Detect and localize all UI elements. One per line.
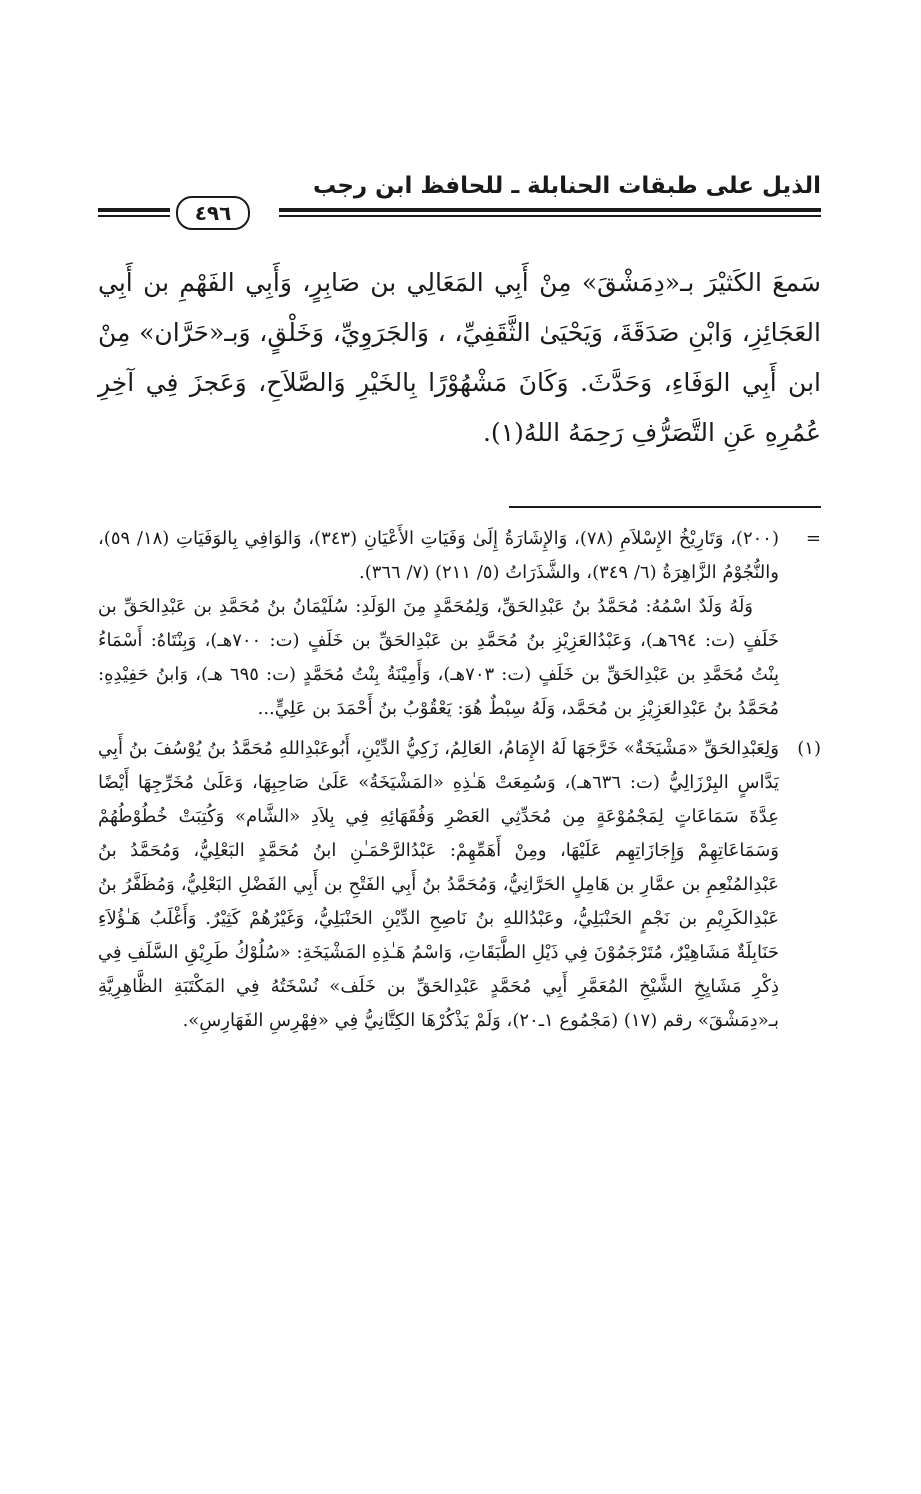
page-number: ٤٩٦ xyxy=(176,196,250,230)
running-header-title: الذيل على طبقات الحنابلة ـ للحافظ ابن رجب xyxy=(312,173,821,199)
footnote-continued xyxy=(98,522,821,726)
footnotes xyxy=(98,522,821,1038)
header-rule-thick-left xyxy=(98,208,170,212)
running-header xyxy=(98,170,821,240)
header-rule-thick-right xyxy=(279,208,821,212)
footnote-paragraph: وَلَهُ وَلَدٌ اسْمُهُ: مُحَمَّدُ بنُ عَبْدِالحَقِّ، وَلِمُحَمَّدٍ مِنَ الوَلَدِ: سُلَيْمَانُ بنُ مُحَمَّدِ بن عَبْدِالحَقِّ بن خَلَفٍ (ت: ٦٩٤هـ)، وَعَبْدُالعَزِيْزِ بنُ مُحَمَّدِ بن عَبْدِالحَقِّ بن خَلَفٍ (ت: ٧٠٠هـ)، وَبِنْتَاهُ: أَسْمَاءُ بِنْتُ مُحَمَّدِ بن عَبْدِالحَقِّ بن خَلَفٍ (ت: ٧٠٣هـ)، وَأَمِيْنَةُ بِنْتُ مُحَمَّدٍ (ت: ٦٩٥ هـ)، وَابنُ حَفِيْدِهِ: مُحَمَّدُ بنُ عَبْدِالعَزِيْزِ بن مُحَمَّد، وَلَهُ سِبْطٌ هُوَ: يَعْقُوْبُ بنُ أَحْمَدَ بن عَلِيٍّ... xyxy=(98,596,780,719)
footnote-separator xyxy=(509,506,821,508)
footnote-paragraph: وَلِعَبْدِالحَقِّ «مَشْيَخَةٌ» خَرَّجَهَا لَهُ الإِمَامُ، العَالِمُ، زَكِيُّ الدِّيْنِ، أَبُوعَبْدِاللهِ مُحَمَّدُ بنُ يُوْسُفَ بنُ أَبِي يَدَّاسٍ البِرْزَالِيُّ (ت: ٦٣٦هـ)، وَسُمِعَتْ هَـٰذِهِ «المَشْيَخَةُ» عَلَىٰ صَاحِبِهَا، وَعَلَىٰ مُخَرِّجِهَا أَيْضًا عِدَّةَ سَمَاعَاتٍ لِمَجْمُوْعَةٍ مِن مُحَدِّثِي العَصْرِ وَفُقَهَائِهِ فِي بِلاَدِ «الشَّام» وَكُتِبَتْ خُطُوْطُهُمْ وَسَمَاعَاتِهِمْ وَإِجَازَاتِهِم عَلَيْهَا، ومِنْ أَهَمِّهِمْ: عَبْدُالرَّحْمَـٰنِ ابنُ مُحَمَّدٍ البَعْلِيُّ، وَمُحَمَّدُ بنُ عَبْدِالمُنْعِمِ بن عمَّارِ بن هَامِلٍ الحَرَّانِيُّ، وَمُحَمَّدُ بنُ أَبِي الفَتْحِ بن أَبِي الفَضْلِ البَعْلِيُّ، وَمُظَفَّرُ بنُ عَبْدِالكَرِيْمِ بن نَجْمٍ الحَنْبَلِيُّ، وعَبْدُاللهِ بنُ نَاصِحِ الدِّيْنِ الحَنْبَلِيُّ، وَغَيْرُهُمْ كَثِيْرٌ. وَأَغْلَبُ هَـٰؤُلاَءِ حَنَابِلَةٌ مَشَاهِيْرٌ، مُتَرْجَمُوْنَ فِي ذَيْلِ الطَّبَقَاتِ، وَاسْمُ هَـٰذِهِ المَشْيَخَةِ: «سُلُوْكُ طَرِيْقِ السَّلَفِ فِي ذِكْرِ مَشَايِخِ الشَّيْخِ المُعَمَّرِ أَبِي مُحَمَّدٍ عَبْدِالحَقِّ بن خَلَف» نُسْخَتُهُ فِي المَكْتَبَةِ الظَّاهِرِيَّةِ بـ«دِمَشْقَ» رقم (١٧) (مَجْمُوع ١ـ٢٠)، وَلَمْ يَذْكُرْهَا الكِتَّانِيُّ فِي «فِهْرِسِ الفَهَارِسِ». xyxy=(98,738,779,1031)
footnote-1 xyxy=(98,732,821,1038)
footnote-marker: (١) xyxy=(797,738,821,759)
footnote-paragraph: (٢٠٠)، وَتَارِيْخُ الإِسْلاَمِ (٧٨)، وَالإِشَارَةُ إِلَىٰ وَفَيَاتِ الأَعْيَانِ (٣٤٣)، وَالوَافِي بِالوَفَيَاتِ (١٨/ ٥٩)، والنُّجُوْمُ الزَّاهِرَةُ (٦/ ٣٤٩)، والشَّذَرَاتُ (٥/ ٢١١) (٧/ ٣٦٦). xyxy=(98,528,779,583)
main-text: سَمعَ الكَثيْرَ بـ«دِمَشْقَ» مِنْ أَبِي المَعَالِي بن صَابِرٍ، وَأَبِي الفَهْمِ بن أَبِي العَجَائِزِ، وَابْنِ صَدَقَةَ، وَيَحْيَىٰ الثَّقَفِيِّ، ، وَالجَرَوِيِّ، وَخَلْقٍ، وَبـ«حَرَّان» مِنْ ابن أَبِي الوَفَاءِ، وَحَدَّثَ. وَكَانَ مَشْهُوْرًا بِالخَيْرِ وَالصَّلاَحِ، وَعَجزَ فِي آخِرِ عُمُرِهِ عَنِ التَّصَرُّفِ رَحِمَهُ اللهُ(١). xyxy=(98,268,821,447)
header-rule-thin-right xyxy=(279,215,821,217)
footnote-marker: = xyxy=(805,528,821,549)
header-rule-thin-left xyxy=(98,215,170,217)
